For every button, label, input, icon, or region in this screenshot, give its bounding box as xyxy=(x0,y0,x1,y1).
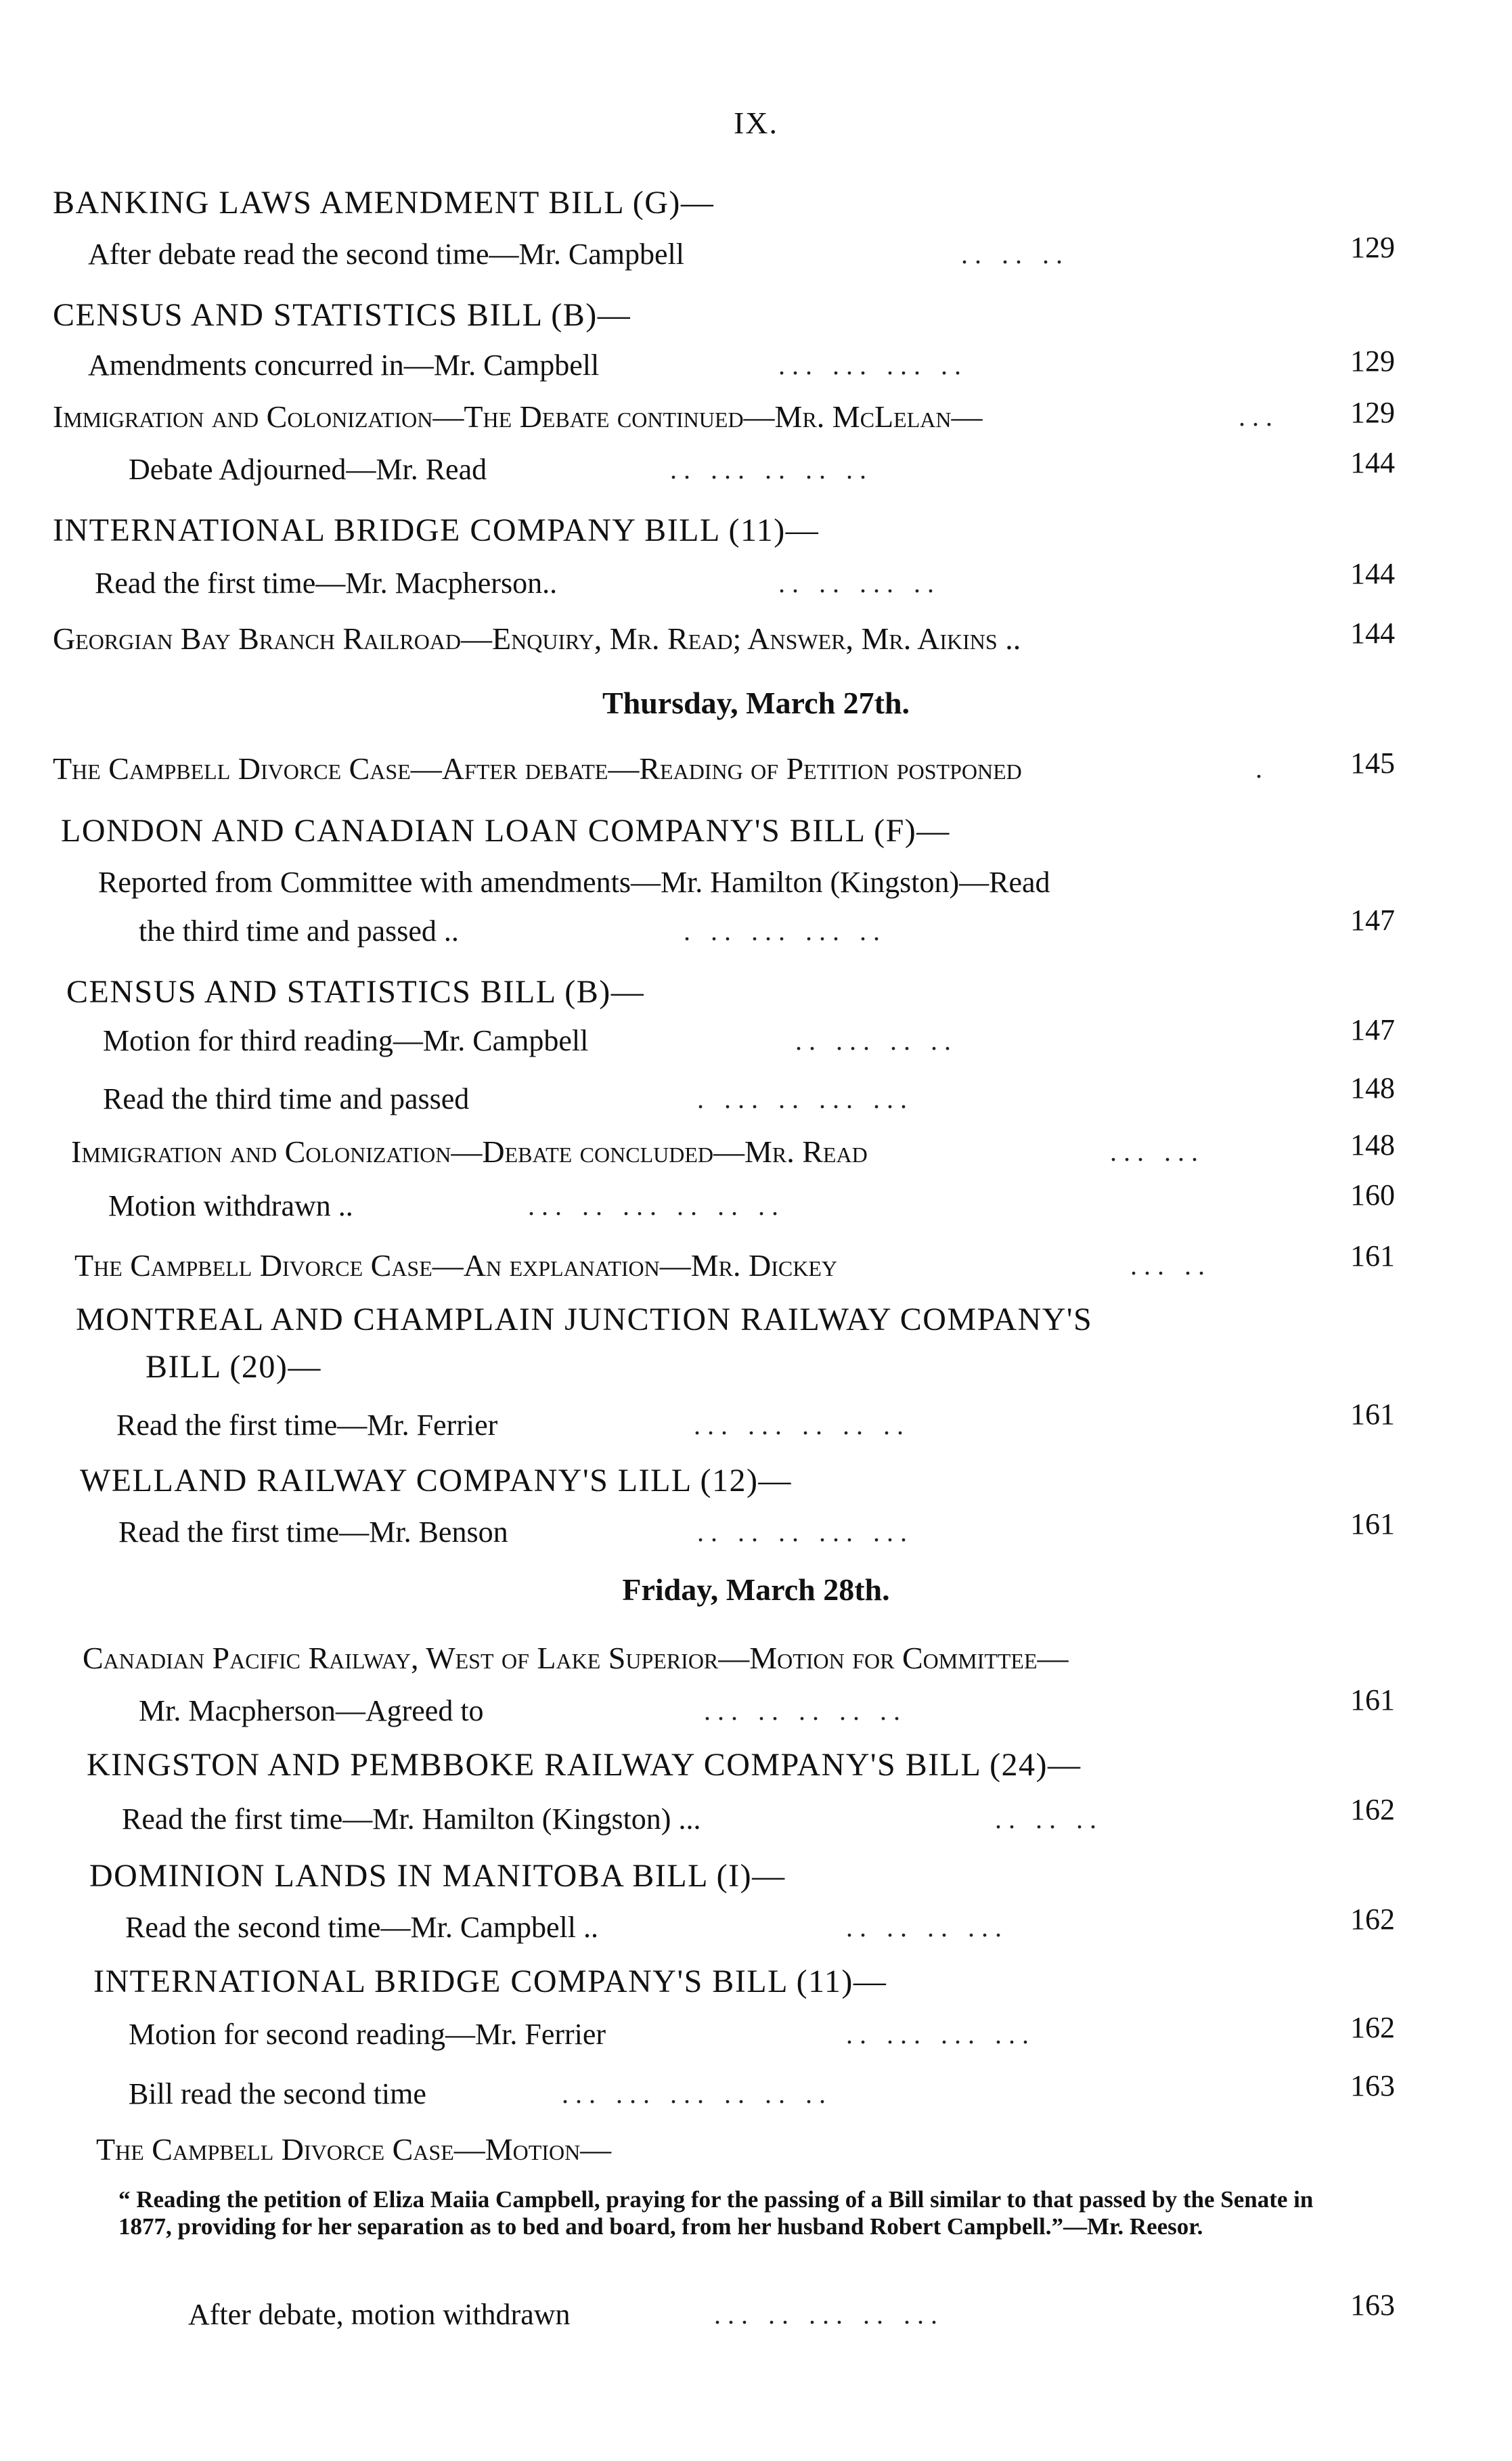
entry-line: Motion for third reading—Mr. Campbell xyxy=(103,1024,589,1057)
entry-heading: INTERNATIONAL BRIDGE COMPANY'S BILL (11)— xyxy=(93,1964,887,1999)
page-ref: 147 xyxy=(1350,904,1395,937)
entry-heading: DOMINION LANDS IN MANITOBA BILL (I)— xyxy=(89,1858,786,1894)
entry-line: After debate read the second time—Mr. Campbell xyxy=(88,238,684,271)
leader-dots: .. .. .. ... xyxy=(846,1912,1008,1943)
entry-heading: CENSUS AND STATISTICS BILL (B)— xyxy=(66,974,645,1010)
entry-heading: BANKING LAWS AMENDMENT BILL (G)— xyxy=(53,185,715,221)
petition-quote: “ Reading the petition of Eliza Maiia Campbell, praying for the passing of a Bill similar to that passed by the Senate in 1877, providing for her separation as to bed and board, from her husband Robert Campbell.”—Mr. Reesor. xyxy=(118,2186,1314,2240)
leader-dots: . xyxy=(1255,753,1269,784)
leader-dots: .. ... .. .. .. xyxy=(670,454,873,485)
entry-line: Read the second time—Mr. Campbell .. xyxy=(125,1911,598,1944)
leader-dots: .. .. ... .. xyxy=(778,568,941,598)
entry-line: Read the first time—Mr. Benson xyxy=(118,1515,508,1549)
entry-line: Motion withdrawn .. xyxy=(108,1189,353,1222)
entry-heading: MONTREAL AND CHAMPLAIN JUNCTION RAILWAY COMPANY'S xyxy=(76,1302,1093,1337)
leader-dots: ... .. xyxy=(1130,1250,1211,1281)
page-ref: 129 xyxy=(1350,231,1395,264)
entry-heading: WELLAND RAILWAY COMPANY'S LILL (12)— xyxy=(80,1463,792,1499)
entry-line: Immigration and Colonization—Debate concluded—Mr. Read xyxy=(71,1134,868,1169)
entry-heading: KINGSTON AND PEMBBOKE RAILWAY COMPANY'S BILL (24)— xyxy=(87,1747,1082,1783)
leader-dots: ... .. ... .. .. .. xyxy=(528,1191,785,1221)
day-heading-friday: Friday, March 28th. xyxy=(622,1572,890,1607)
entry-heading: CENSUS AND STATISTICS BILL (B)— xyxy=(53,297,631,333)
entry-line: Mr. Macpherson—Agreed to xyxy=(139,1694,484,1727)
page-ref: 161 xyxy=(1350,1507,1395,1540)
page-ref: 163 xyxy=(1350,2069,1395,2102)
leader-dots: ... .. ... .. ... xyxy=(714,2299,944,2330)
leader-dots: .. ... ... ... xyxy=(846,2019,1036,2049)
entry-line: Amendments concurred in—Mr. Campbell xyxy=(88,349,600,382)
page-ref: 163 xyxy=(1350,2288,1395,2322)
entry-line: The Campbell Divorce Case—An explanation—Mr. Dickey xyxy=(74,1248,838,1283)
entry-line: The Campbell Divorce Case—After debate—Reading of Petition postponed xyxy=(53,751,1022,786)
page-ref: 129 xyxy=(1350,345,1395,378)
page-ref: 161 xyxy=(1350,1683,1395,1716)
page-ref: 162 xyxy=(1350,1903,1395,1936)
leader-dots: .. .. .. xyxy=(995,1804,1103,1834)
page-ref: 145 xyxy=(1350,747,1395,780)
leader-dots: .. .. .. xyxy=(961,239,1069,269)
entry-line: Canadian Pacific Railway, West of Lake Superior—Motion for Committee— xyxy=(83,1641,1069,1675)
page-ref: 160 xyxy=(1350,1178,1395,1212)
entry-line: Reported from Committee with amendments—Mr. Hamilton (Kingston)—Read xyxy=(98,866,1050,899)
leader-dots: .. .. .. ... ... xyxy=(697,1517,914,1547)
page-ref: 162 xyxy=(1350,2011,1395,2044)
entry-line: Read the first time—Mr. Macpherson.. xyxy=(95,567,558,600)
entry-line: Debate Adjourned—Mr. Read xyxy=(129,453,487,486)
entry-line: the third time and passed .. xyxy=(139,914,459,948)
entry-line: Read the first time—Mr. Ferrier xyxy=(116,1409,498,1442)
entry-line: The Campbell Divorce Case—Motion— xyxy=(96,2132,612,2167)
entry-line: Read the third time and passed xyxy=(103,1082,470,1115)
leader-dots: ... .. .. .. .. xyxy=(704,1695,907,1726)
page-ref: 161 xyxy=(1350,1239,1395,1272)
page-number: IX. xyxy=(733,106,779,140)
entry-line: Immigration and Colonization—The Debate continued—Mr. McLelan— xyxy=(53,399,983,434)
page-ref: 162 xyxy=(1350,1793,1395,1826)
entry-line: Bill read the second time xyxy=(129,2077,426,2110)
page-ref: 144 xyxy=(1350,617,1395,650)
page-ref: 147 xyxy=(1350,1013,1395,1046)
page-ref: 161 xyxy=(1350,1398,1395,1431)
entry-heading: INTERNATIONAL BRIDGE COMPANY BILL (11)— xyxy=(53,512,820,548)
entry-line: After debate, motion withdrawn xyxy=(188,2298,571,2331)
leader-dots: . .. ... ... .. xyxy=(684,916,887,946)
leader-dots: ... xyxy=(1239,401,1279,432)
page-ref: 144 xyxy=(1350,557,1395,590)
leader-dots: ... ... .. .. .. xyxy=(694,1410,910,1440)
leader-dots: ... ... xyxy=(1110,1136,1205,1167)
leader-dots: .. ... .. .. xyxy=(795,1025,958,1056)
page-ref: 129 xyxy=(1350,396,1395,429)
leader-dots: . ... .. ... ... xyxy=(697,1084,914,1114)
leader-dots: ... ... ... .. .. .. xyxy=(562,2079,832,2109)
day-heading-thursday: Thursday, March 27th. xyxy=(602,686,910,720)
page-ref: 148 xyxy=(1350,1071,1395,1105)
entry-line: Georgian Bay Branch Railroad—Enquiry, Mr. Read; Answer, Mr. Aikins .. xyxy=(53,621,1021,656)
entry-line: Read the first time—Mr. Hamilton (Kingston) ... xyxy=(122,1802,701,1836)
leader-dots: ... ... ... .. xyxy=(778,350,968,380)
entry-heading: BILL (20)— xyxy=(146,1349,321,1385)
page-ref: 148 xyxy=(1350,1128,1395,1161)
page-ref: 144 xyxy=(1350,446,1395,479)
entry-heading: LONDON AND CANADIAN LOAN COMPANY'S BILL (F)— xyxy=(61,813,950,849)
entry-line: Motion for second reading—Mr. Ferrier xyxy=(129,2018,606,2051)
